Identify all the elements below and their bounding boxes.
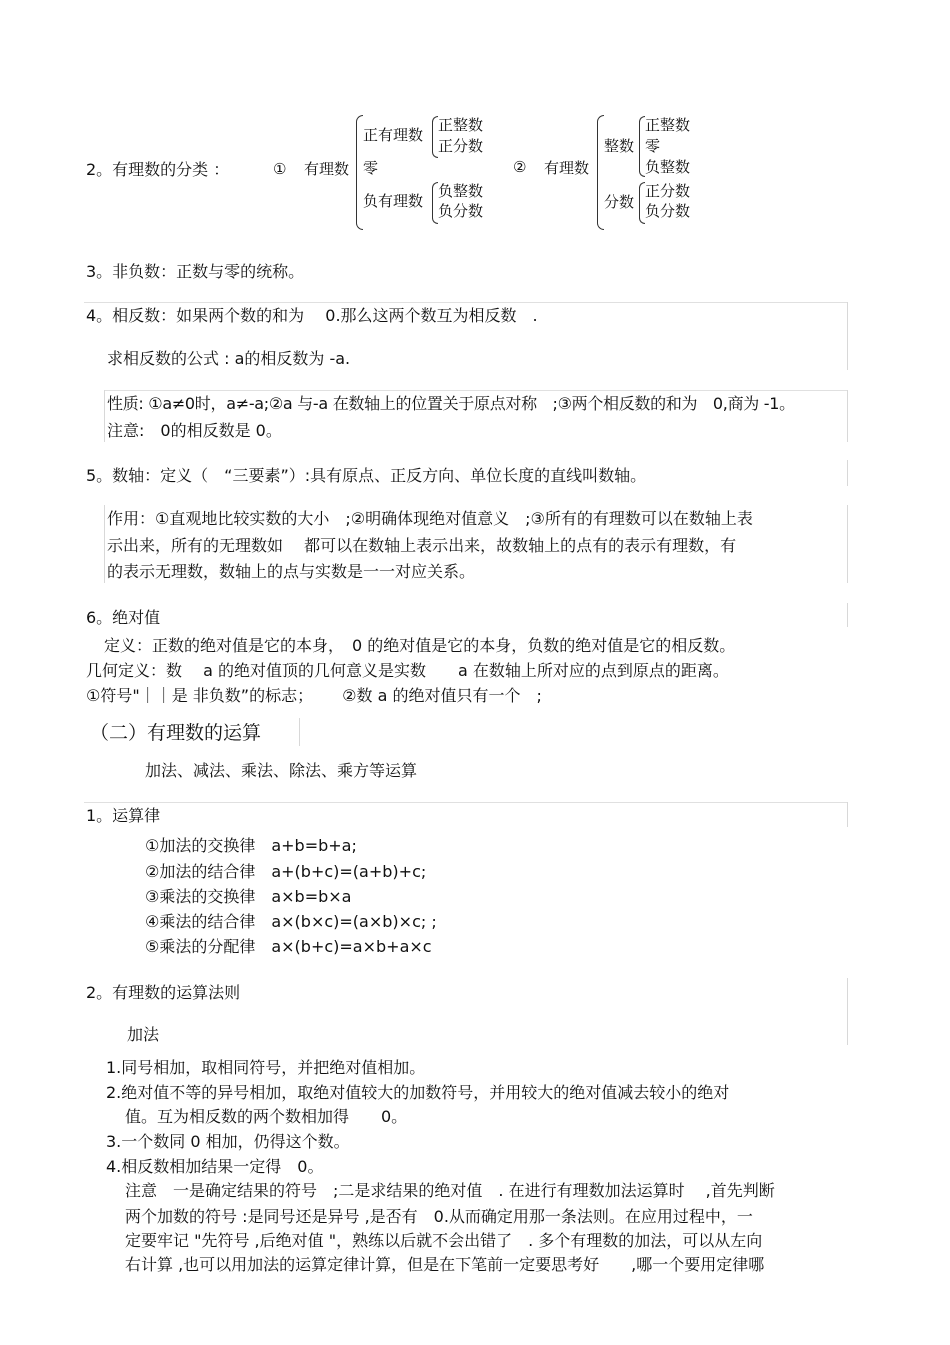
classification-1-positive-frac: 正分数 [438,137,484,155]
box-rule-top-4 [84,302,848,303]
numberline-use-3: 的表示无理数，数轴上的点与实数是一一对应关系。 [107,562,476,581]
addition-heading: 加法 [127,1025,160,1044]
box-rule-left-5 [104,505,105,583]
box-rule-right-6 [847,603,848,627]
addition-rule-4: 4.相反数相加结果一定得 0。 [106,1157,324,1176]
classification-2-int-neg: 负整数 [645,158,691,176]
part2-heading: （二）有理数的运算 [90,722,262,744]
part2-subtitle: 加法、减法、乘法、除法、乘方等运算 [145,761,418,780]
addition-note-2: 两个加数的符号 :是同号还是异号 ,是否有 0.从而确定用那一条法则。在应用过程中，一 [125,1207,753,1226]
absolute-value-definition: 定义：正数的绝对值是它的本身， 0 的绝对值是它的本身，负数的绝对值是它的相反数。 [104,636,736,655]
addition-rule-1: 1.同号相加，取相同符号，并把绝对值相加。 [106,1058,426,1077]
nonnegative-definition: 3。非负数：正数与零的统称。 [86,262,305,281]
box-rule-right-laws [847,802,848,827]
classification-2-frac-neg: 负分数 [645,202,691,220]
opposite-properties: 性质: ①a≠0时，a≠-a;②a 与-a 在数轴上的位置关于原点对称 ;③两个相反数的和为 0,商为 -1。 [107,394,795,413]
laws-title: 1。运算律 [86,806,161,825]
rules-title: 2。有理数的运算法则 [86,983,241,1002]
box-rule-left-prop [104,390,105,442]
box-rule-right-prop [847,390,848,442]
absolute-value-symbol: ①符号"｜｜是 非负数”的标志； ②数 a 的绝对值只有一个 ; [86,686,542,705]
numberline-use-1: 作用：①直观地比较实数的大小 ;②明确体现绝对值意义 ;③所有的有理数可以在数轴上表 [107,509,753,528]
classification-1-negative: 负有理数 [363,192,424,210]
law-item: ①加法的交换律 a+b=b+a; [145,836,357,855]
classification-1-zero: 零 [363,159,379,177]
classification-2-int-zero: 零 [645,137,661,155]
addition-note-4: 右计算 ,也可以用加法的运算定律计算，但是在下笔前一定要思考好 ,哪一个要用定律哪 [125,1255,765,1274]
opposite-formula: 求相反数的公式 : a的相反数为 -a. [107,349,351,368]
box-rule-right-4 [847,302,848,370]
law-item: ②加法的结合律 a+(b+c)=(a+b)+c; [145,862,427,881]
addition-note-3: 定要牢记 "先符号 ,后绝对值 "，熟练以后就不会出错了 . 多个有理数的加法，可以从左向 [125,1231,763,1250]
heading-rule [299,718,300,746]
law-item: ③乘法的交换律 a×b=b×a [145,887,352,906]
classification-1-positive-int: 正整数 [438,116,484,134]
law-item: ⑤乘法的分配律 a×(b+c)=a×b+a×c [145,937,432,956]
box-rule-right-5b [847,505,848,583]
opposite-note: 注意: 0的相反数是 0。 [107,421,282,440]
classification-label: 2。有理数的分类 ： [86,160,230,179]
opposite-definition: 4。相反数：如果两个数的和为 0.那么这两个数互为相反数 . [86,306,538,325]
classification-1-positive: 正有理数 [363,126,424,144]
classification-1-negative-int: 负整数 [438,182,484,200]
addition-note-1: 注意 一是确定结果的符号 ;二是求结果的绝对值 . 在进行有理数加法运算时 ,首先判断 [125,1181,775,1200]
addition-rule-2-cont: 值。互为相反数的两个数相加得 0。 [125,1107,408,1126]
addition-rule-2: 2.绝对值不等的异号相加，取绝对值较大的加数符号，并用较大的绝对值减去较小的绝对 [106,1083,730,1102]
classification-2-frac-pos: 正分数 [645,182,691,200]
classification-1-root: 有理数 [304,160,350,178]
classification-2-int-pos: 正整数 [645,116,691,134]
classification-1-negative-frac: 负分数 [438,202,484,220]
addition-rule-3: 3.一个数同 0 相加，仍得这个数。 [106,1132,350,1151]
numberline-use-2: 示出来，所有的无理数如 都可以在数轴上表示出来，故数轴上的点有的表示有理数，有 [107,536,737,555]
absolute-value-title: 6。绝对值 [86,608,161,627]
classification-1-mark: ① [273,160,287,178]
classification-2-root: 有理数 [544,159,590,177]
box-rule-top-prop [104,390,848,391]
classification-2-mark: ② [513,158,527,176]
box-rule-right-5 [847,460,848,486]
box-rule-right-rules [847,978,848,1045]
law-item: ④乘法的结合律 a×(b×c)=(a×b)×c; ; [145,912,437,931]
classification-2-int: 整数 [604,137,635,155]
classification-2-frac: 分数 [604,193,635,211]
box-rule-top-laws [84,802,848,803]
brace-1-main [356,115,363,230]
numberline-definition: 5。数轴：定义（ “三要素”）:具有原点、正反方向、单位长度的直线叫数轴。 [86,466,647,485]
absolute-value-geometric: 几何定义：数 a 的绝对值顶的几何意义是实数 a 在数轴上所对应的点到原点的距离。 [86,661,729,680]
brace-2-main [597,115,604,230]
